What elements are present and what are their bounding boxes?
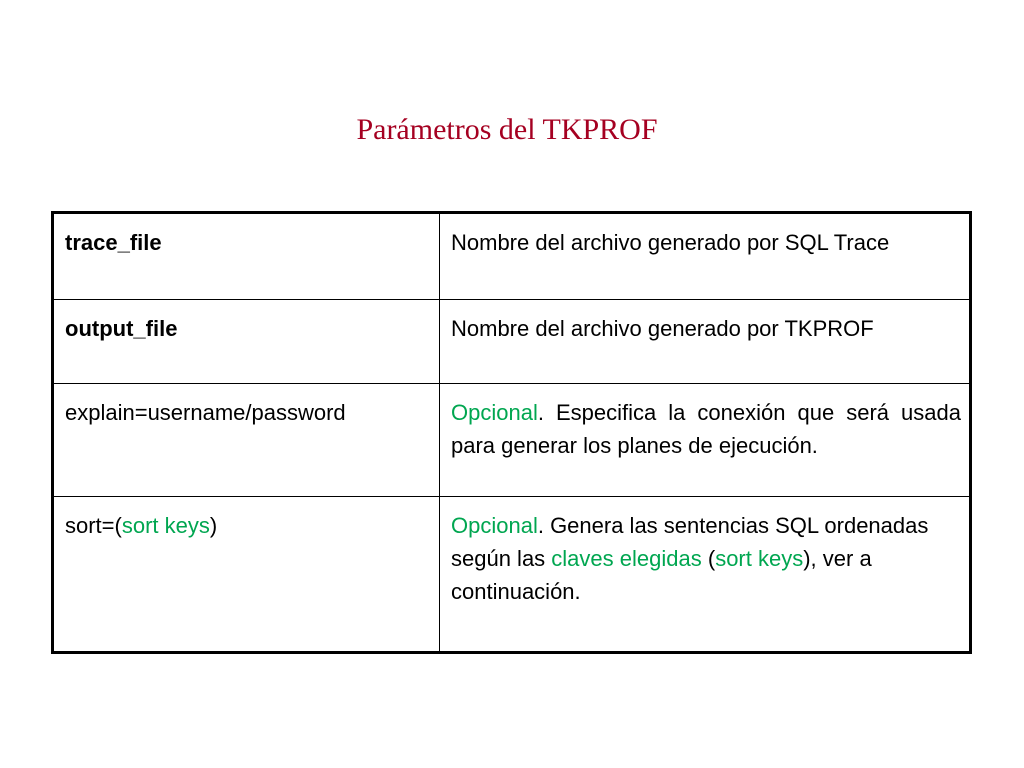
table-row (53, 213, 971, 300)
param-name-trace-file: trace_file (53, 213, 440, 300)
desc-text: . Genera las sentencias SQL ordenadas según las (451, 512, 929, 571)
param-desc-output-file: Nombre del archivo generado por TKPROF (440, 300, 971, 384)
table-row (53, 300, 971, 384)
param-name-explain: explain=username/password (53, 384, 440, 496)
claves-elegidas-label: claves elegidas (551, 545, 702, 571)
desc-text: . Especifica la conexión que será usada para generar los planes de ejecución. (451, 400, 961, 459)
sort-keys-label: sort keys (715, 545, 804, 571)
table-row (53, 496, 971, 652)
desc-text: ( (701, 545, 716, 571)
parameters-table (51, 211, 972, 654)
desc-text: ), ver a continuación. (451, 545, 872, 604)
sort-keys-label: sort keys (121, 512, 210, 538)
optional-label: Opcional (451, 512, 538, 538)
param-desc-explain (440, 384, 971, 496)
param-desc-sort (440, 496, 971, 652)
param-desc-trace-file: Nombre del archivo generado por SQL Trace (440, 213, 971, 300)
sort-prefix: sort=( (65, 512, 122, 538)
table-row (53, 384, 971, 496)
param-name-sort (53, 496, 440, 652)
param-name-output-file: output_file (53, 300, 440, 384)
slide-title (0, 110, 1024, 150)
optional-label: Opcional (451, 400, 538, 426)
sort-suffix: ) (209, 512, 218, 538)
title-text: Parámetros del TKPROF (356, 113, 658, 146)
